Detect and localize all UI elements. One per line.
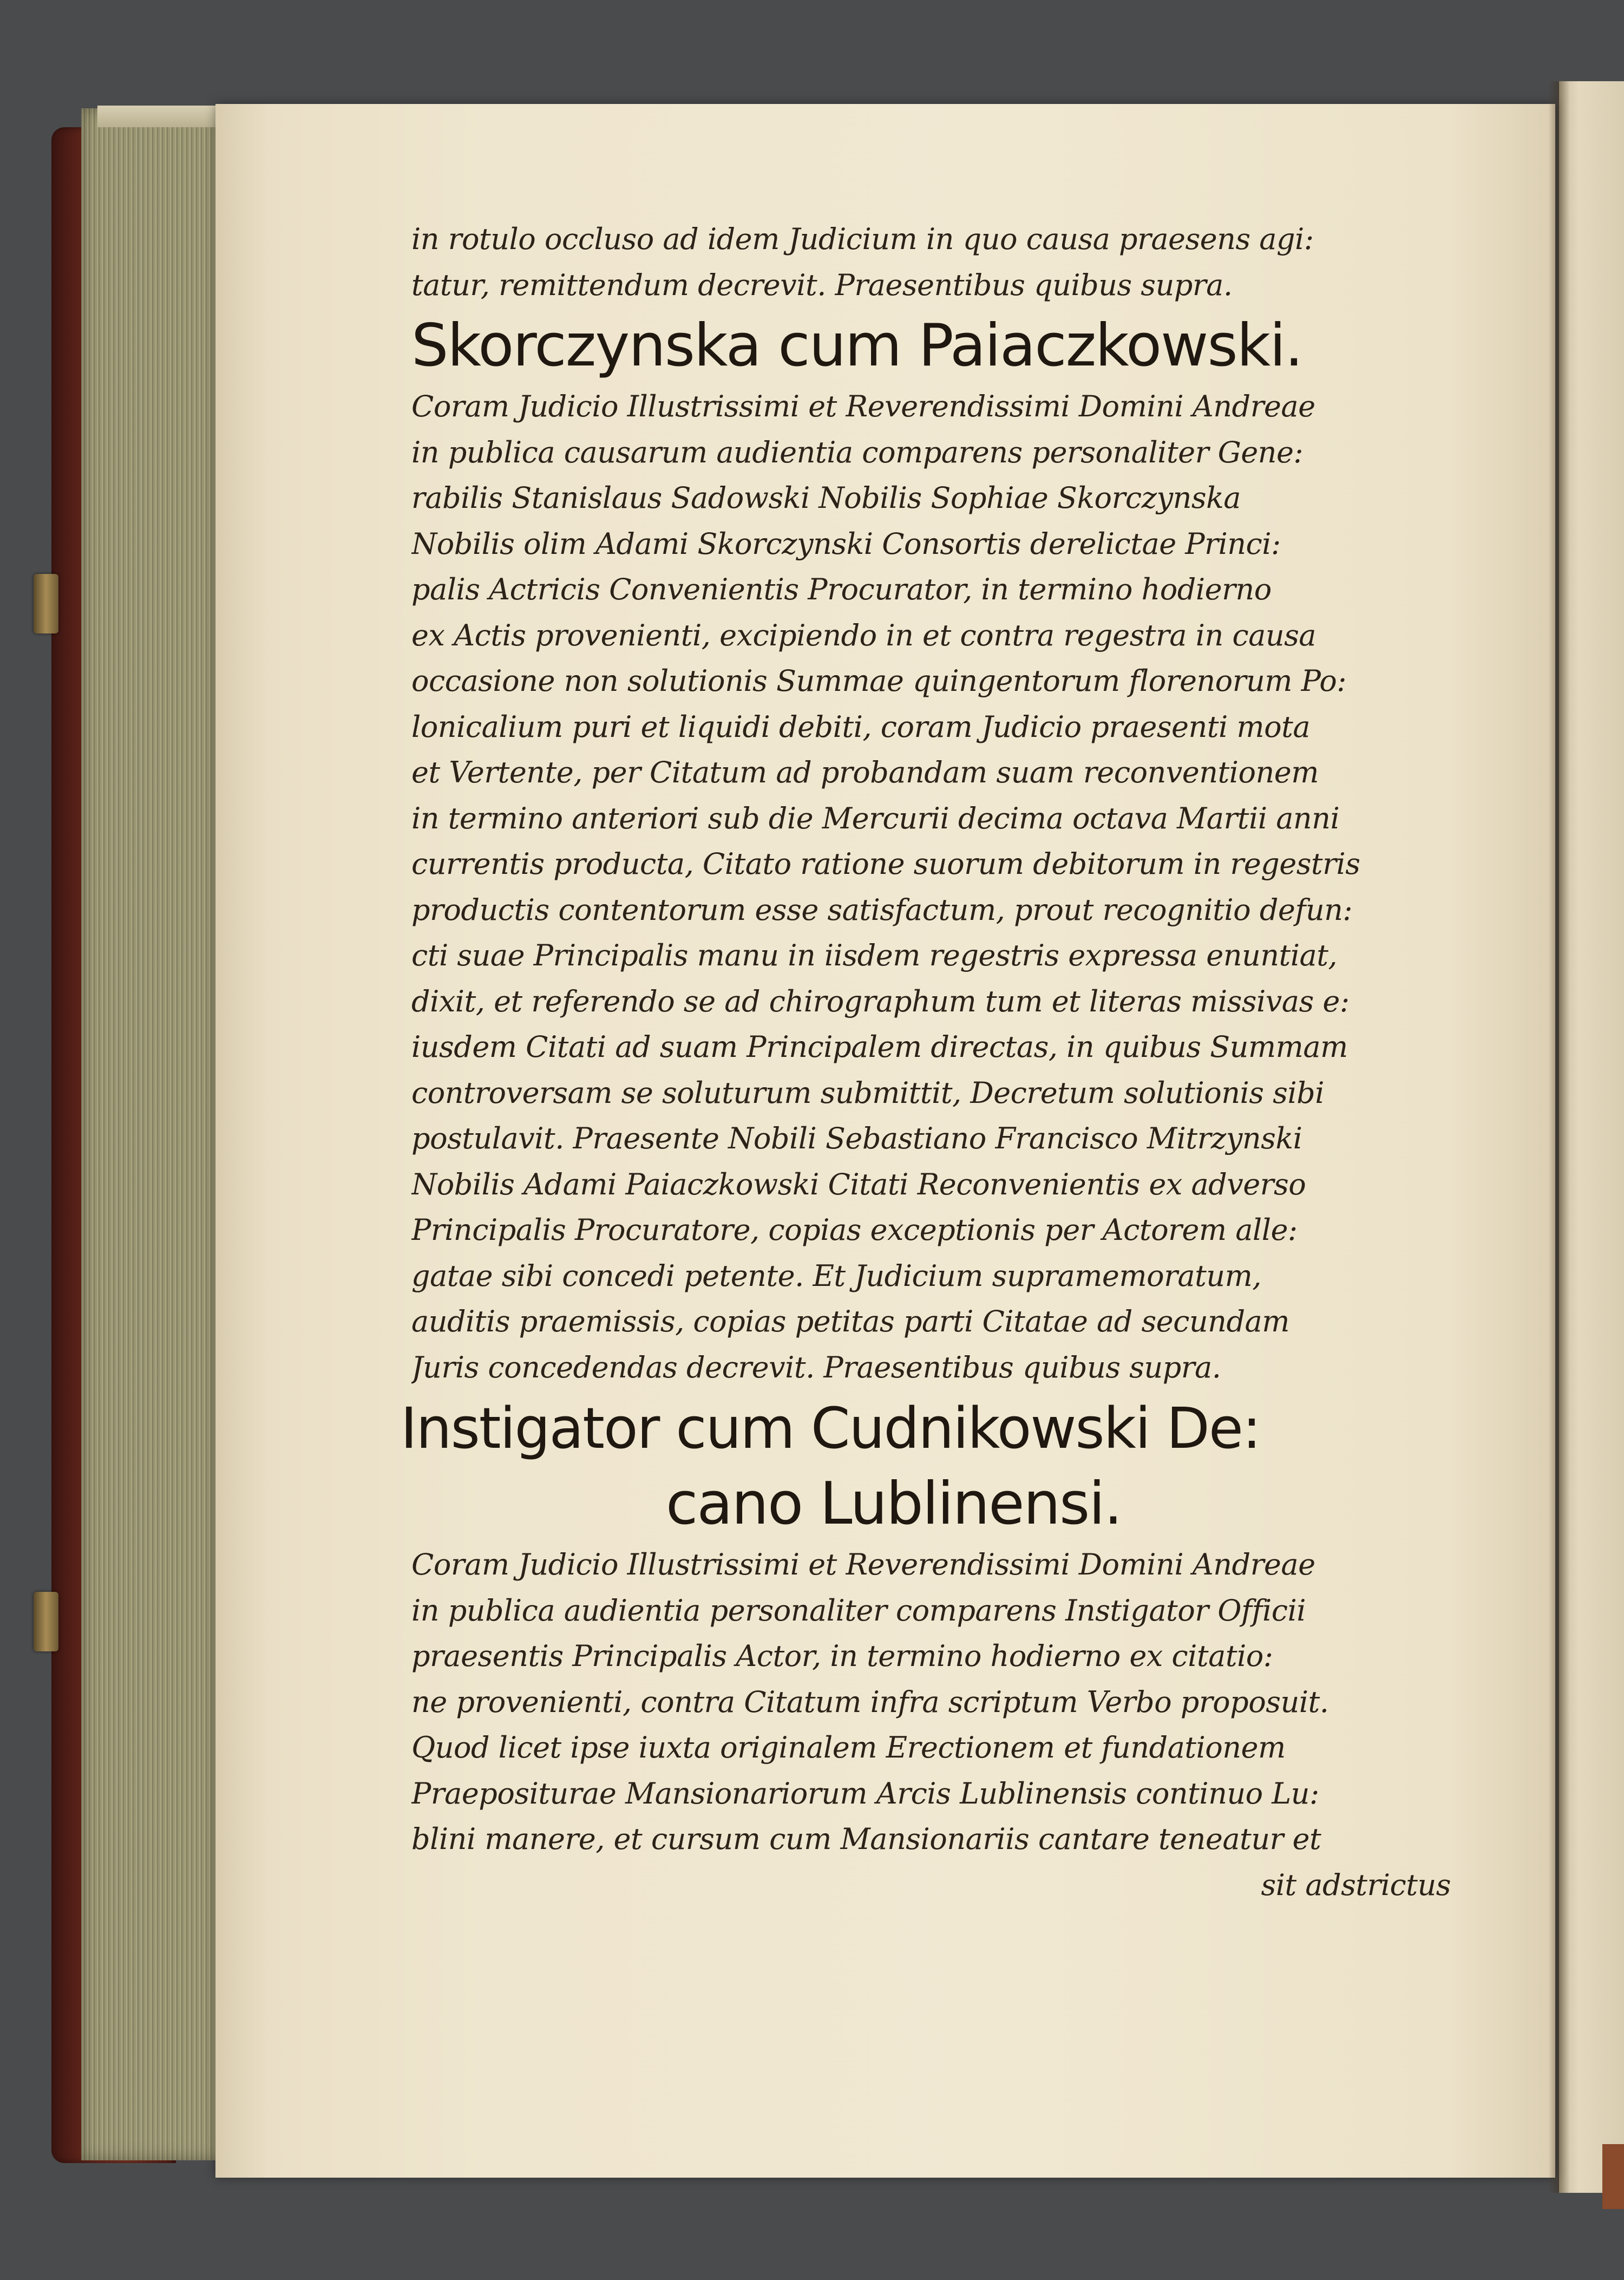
text-line: Nobilis olim Adami Skorczynski Consortis derelictae Princi: bbox=[411, 526, 1281, 561]
text-line: ne provenienti, contra Citatum infra scriptum Verbo proposuit. bbox=[411, 1684, 1329, 1719]
text-line: lonicalium puri et liquidi debiti, coram Judicio praesenti mota bbox=[411, 709, 1311, 744]
text-line: dixit, et referendo se ad chirographum tum et literas missivas e: bbox=[411, 984, 1350, 1018]
text-line: praesentis Principalis Actor, in termino hodierno ex citatio: bbox=[411, 1639, 1273, 1673]
text-line: Coram Judicio Illustrissimi et Reverendissimi Domini Andreae bbox=[411, 1547, 1315, 1582]
text-line: tatur, remittendum decrevit. Praesentibus quibus supra. bbox=[411, 267, 1233, 302]
text-line: Nobilis Adami Paiaczkowski Citati Reconvenientis ex adverso bbox=[411, 1167, 1306, 1201]
text-line: occasione non solutionis Summae quingentorum florenorum Po: bbox=[411, 664, 1347, 698]
text-line: Coram Judicio Illustrissimi et Reverendissimi Domini Andreae bbox=[411, 389, 1315, 423]
text-line: palis Actricis Convenientis Procurator, in termino hodierno bbox=[411, 572, 1272, 606]
text-line: productis contentorum esse satisfactum, prout recognitio defun: bbox=[411, 892, 1353, 927]
page-edges bbox=[81, 108, 222, 2160]
manuscript-text bbox=[401, 217, 1451, 1908]
text-line: iusdem Citati ad suam Principalem directas, in quibus Summam bbox=[411, 1030, 1348, 1064]
clasp-top bbox=[34, 574, 58, 633]
text-line: Praepositurae Mansionariorum Arcis Lublinensis continuo Lu: bbox=[411, 1776, 1319, 1811]
case-heading-2: Instigator cum Cudnikowski De: bbox=[401, 1395, 1260, 1461]
cover-corner bbox=[1602, 2144, 1624, 2209]
text-line: et Vertente, per Citatum ad probandam suam reconventionem bbox=[411, 755, 1319, 789]
text-line: in rotulo occluso ad idem Judicium in quo causa praesens agi: bbox=[411, 222, 1314, 256]
text-line: Quod licet ipse iuxta originalem Erectionem et fundationem bbox=[411, 1730, 1286, 1765]
clasp-bottom bbox=[34, 1592, 58, 1651]
text-line: Principalis Procuratore, copias exceptionis per Actorem alle: bbox=[411, 1213, 1298, 1247]
text-line: postulavit. Praesente Nobili Sebastiano Francisco Mitrzynski bbox=[411, 1121, 1302, 1155]
text-line: controversam se soluturum submittit, Decretum solutionis sibi bbox=[411, 1075, 1325, 1110]
text-line: rabilis Stanislaus Sadowski Nobilis Sophiae Skorczynska bbox=[411, 481, 1241, 515]
text-line: ex Actis provenienti, excipiendo in et contra regestra in causa bbox=[411, 618, 1317, 652]
text-line: currentis producta, Citato ratione suorum debitorum in regestris bbox=[411, 847, 1360, 881]
text-line: Juris concedendas decrevit. Praesentibus quibus supra. bbox=[411, 1350, 1221, 1384]
text-line: cti suae Principalis manu in iisdem regestris expressa enuntiat, bbox=[411, 938, 1338, 972]
text-line: in publica causarum audientia comparens personaliter Gene: bbox=[411, 435, 1304, 469]
text-line: in termino anteriori sub die Mercurii decima octava Martii anni bbox=[411, 801, 1340, 835]
text-line: blini manere, et cursum cum Mansionariis cantare teneatur et bbox=[411, 1822, 1321, 1856]
case-heading-1: Skorczynska cum Paiaczkowski. bbox=[411, 312, 1302, 380]
page-edges-top bbox=[97, 106, 227, 127]
gutter-shadow bbox=[1548, 81, 1570, 2193]
catchword: sit adstrictus bbox=[1261, 1867, 1451, 1902]
text-line: in publica audientia personaliter comparens Instigator Officii bbox=[411, 1593, 1306, 1628]
text-line: gatae sibi concedi petente. Et Judicium supramemoratum, bbox=[411, 1258, 1261, 1293]
text-line: auditis praemissis, copias petitas parti Citatae ad secundam bbox=[411, 1304, 1289, 1338]
case-heading-2-continued: cano Lublinensi. bbox=[666, 1470, 1122, 1538]
